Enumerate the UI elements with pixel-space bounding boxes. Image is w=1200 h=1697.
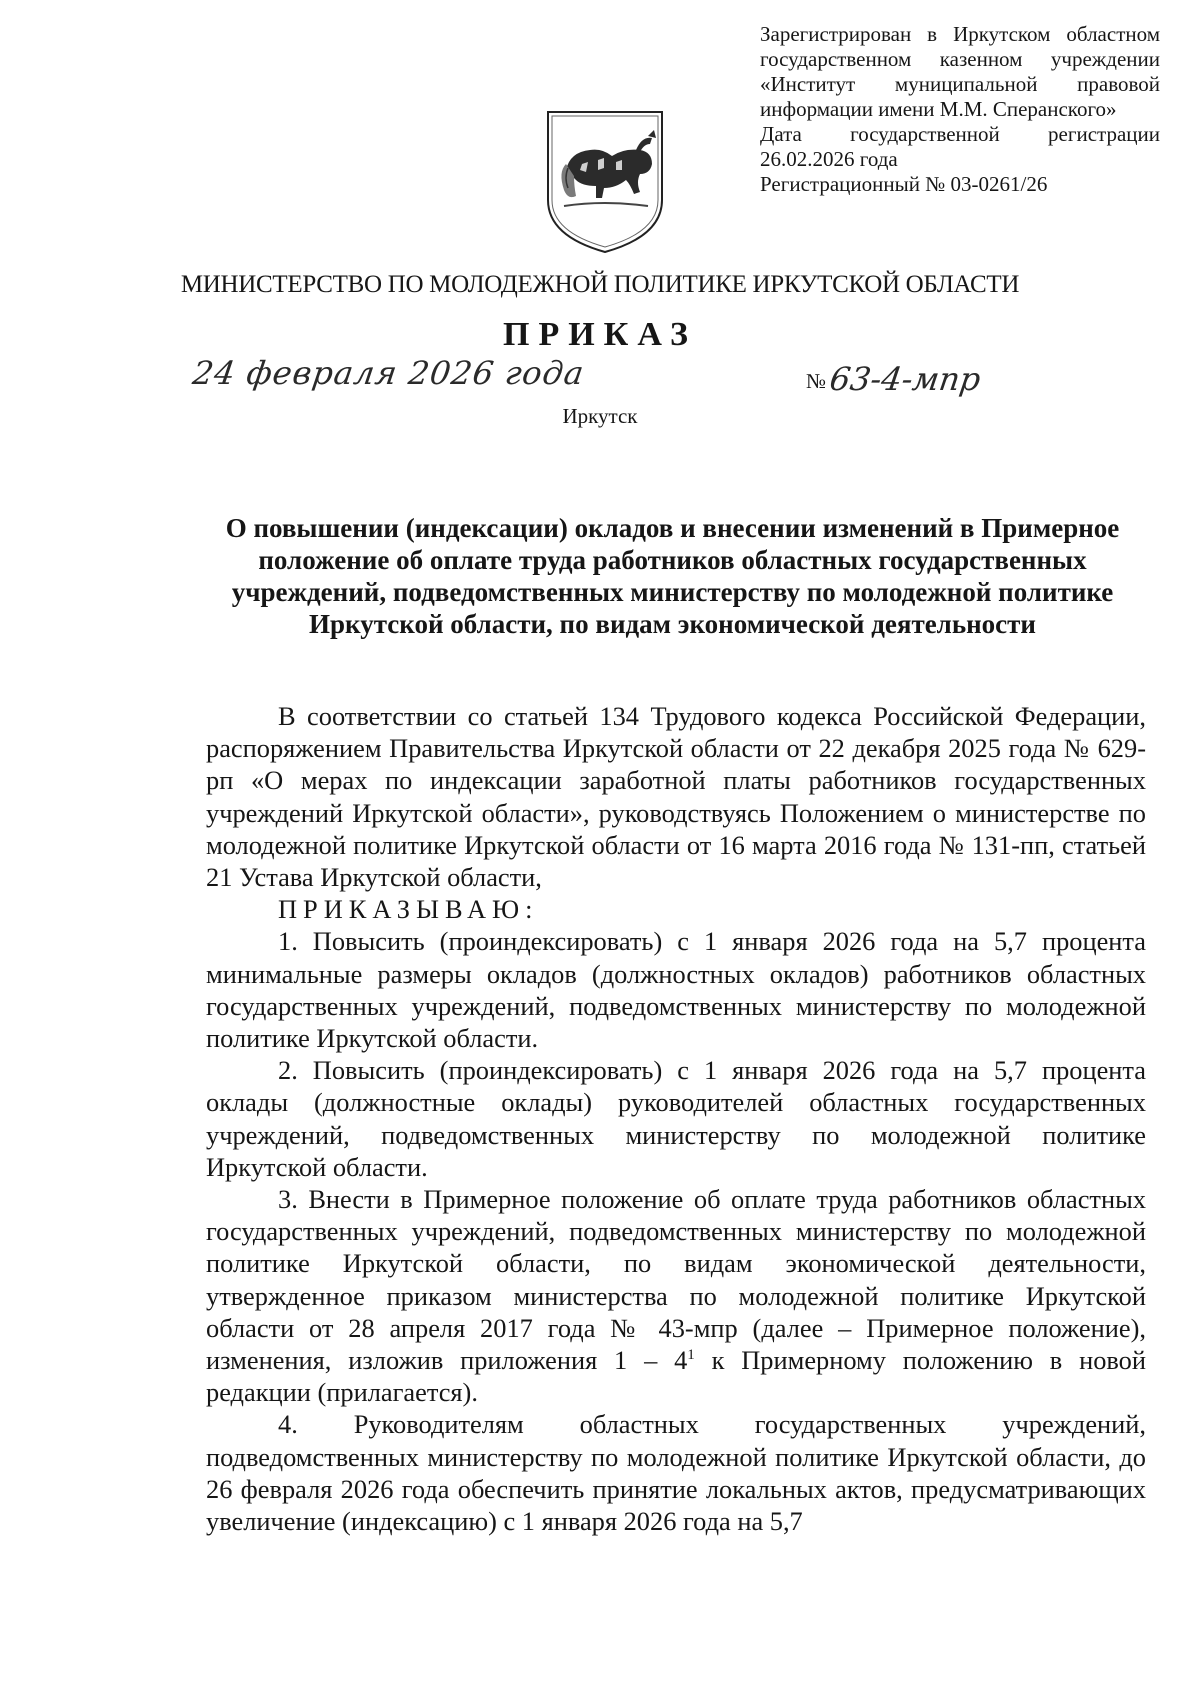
item-3-superscript: 1	[687, 1347, 695, 1364]
item-3-text-end: к Примерному положению в новой редакции (прилагается).	[206, 1345, 1146, 1408]
registration-line: «Институт муниципальной правовой	[760, 72, 1160, 96]
registration-date: 26.02.2026 года	[760, 147, 898, 171]
registration-line: государственном казенном учреждении	[760, 47, 1160, 71]
handwritten-date: 24 февраля 2026 года	[190, 354, 587, 392]
ministry-name: МИНИСТЕРСТВО ПО МОЛОДЕЖНОЙ ПОЛИТИКЕ ИРКУТСКОЙ ОБЛАСТИ	[180, 271, 1020, 298]
order-title: ПРИКАЗ	[503, 316, 697, 353]
handwritten-number: 63-4-мпр	[827, 360, 984, 398]
item-2-paragraph: 2. Повысить (проиндексировать) с 1 января 2026 года на 5,7 процента оклады (должностные оклады) руководителей областных государственных учреждений, подведомственных министерству по молодежной политике Иркутской области.	[206, 1055, 1146, 1182]
city-name: Иркутск	[562, 404, 638, 428]
command-line: ПРИКАЗЫВАЮ:	[278, 894, 539, 925]
registration-stamp	[760, 22, 1160, 197]
registration-line: Дата государственной регистрации	[760, 122, 1160, 146]
item-3-paragraph	[206, 1183, 1146, 1408]
number-sign: №	[806, 369, 827, 393]
irkutsk-coat-of-arms-icon	[544, 108, 666, 256]
order-number	[806, 358, 984, 398]
preamble-paragraph: В соответствии со статьей 134 Трудового кодекса Российской Федерации, распоряжением Правительства Иркутской области от 22 декабря 2025 года № 629-рп «О мерах по индексации заработной платы работников государственных учреждений Иркутской области», руководствуясь Положением о министерстве по молодежной политике Иркутской области от 16 марта 2016 года № 131-пп, статьей 21 Устава Иркутской области,	[206, 701, 1146, 893]
order-body	[206, 700, 1146, 1537]
order-heading: О повышении (индексации) окладов и внесении изменений в Примерное положение об оплате труда работников областных государственных учреждений, подведомственных министерству по молодежной политике Иркутской области, по видам экономической деятельности	[225, 513, 1120, 639]
item-1-paragraph: 1. Повысить (проиндексировать) с 1 января 2026 года на 5,7 процента минимальные размеры окладов (должностных окладов) работников областных государственных учреждений, подведомственных министерству по молодежной политике Иркутской области.	[206, 926, 1146, 1054]
registration-line: Зарегистрирован в Иркутском областном	[760, 22, 1160, 46]
item-4-paragraph: 4. Руководителям областных государственных учреждений, подведомственных министерству по молодежной политике Иркутской области, до 26 февраля 2026 года обеспечить принятие локальных актов, предусматривающих увеличение (индексацию) с 1 января 2026 года на 5,7	[206, 1409, 1146, 1537]
item-3-text: 3. Внести в Примерное положение об оплате труда работников областных государственных учреждений, подведомственных министерству по молодежной политике Иркутской области, по видам экономической деятельности, утвержденное приказом министерства по молодежной политике Иркутской области от 28 апреля 2017 года № 43-мпр (далее – Примерное положение), изменения, изложив приложения 1 – 4	[206, 1184, 1146, 1376]
registration-line: информации имени М.М. Сперанского»	[760, 97, 1117, 121]
registration-number: Регистрационный № 03-0261/26	[760, 172, 1048, 196]
